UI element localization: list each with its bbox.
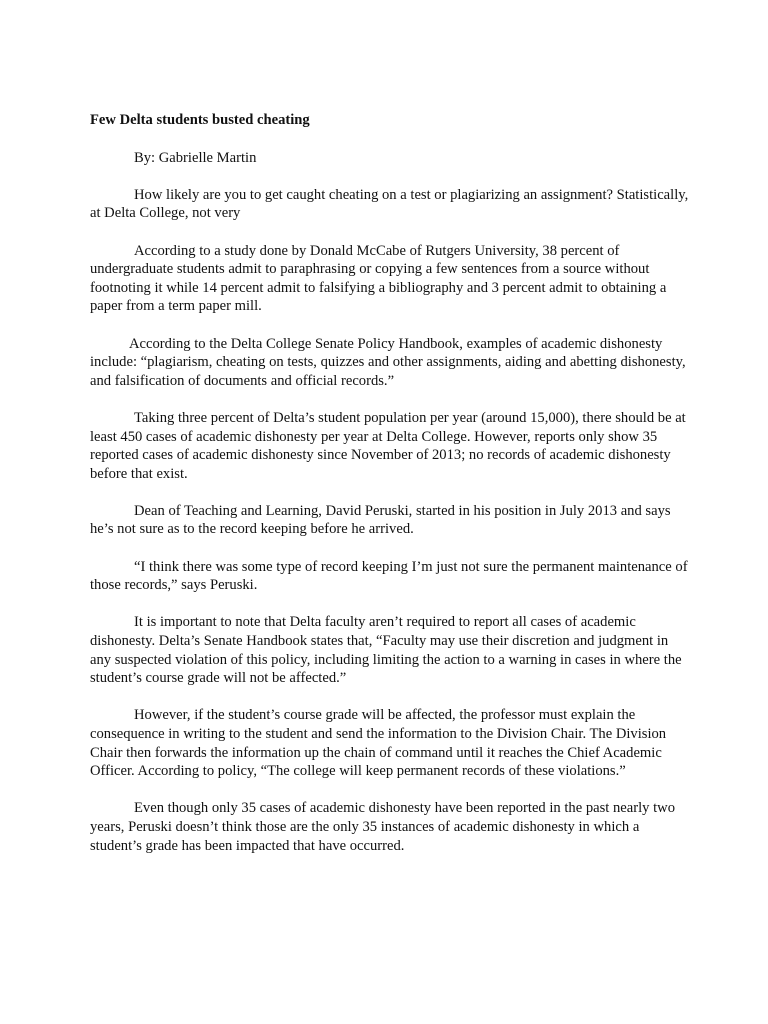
paragraph-1: How likely are you to get caught cheating on a test or plagiarizing an assignment? Statistically, at Delta College, not very [90,186,689,222]
paragraph-8: However, if the student’s course grade will be affected, the professor must explain the consequence in writing to the student and send the information to the Division Chair. The Division Chair then forwards the information up the chain of command until it reaches the Chief Academic Officer. According to policy, “The college will keep permanent records of these violations.” [90,707,667,780]
paragraph-7: It is important to note that Delta faculty aren’t required to report all cases of academic dishonesty. Delta’s Senate Handbook states that, “Faculty may use their discretion and judgment in any suspected violation of this policy, including limiting the action to a warning in cases in where the student’s course grade will not be affected.” [90,614,682,687]
paragraph-6: “I think there was some type of record keeping I’m just not sure the permanent maintenance of those records,” says Peruski. [90,558,688,594]
paragraph-5: Dean of Teaching and Learning, David Peruski, started in his position in July 2013 and says he’s not sure as to the record keeping before he arrived. [90,502,671,538]
paragraph-4: Taking three percent of Delta’s student population per year (around 15,000), there should be at least 450 cases of academic dishonesty per year at Delta College. However, reports only show 35 reported cases of academic dishonesty since November of 2013; no records of academic dishonesty before that exist. [90,409,686,482]
paragraph-2: According to a study done by Donald McCabe of Rutgers University, 38 percent of undergraduate students admit to paraphrasing or copying a few sentences from a source without footnoting it while 14 percent admit to falsifying a bibliography and 3 percent admit to obtaining a paper from a term paper mill. [90,242,667,315]
paragraph-9: Even though only 35 cases of academic dishonesty have been reported in the past nearly two years, Peruski doesn’t think those are the only 35 instances of academic dishonesty in which a student’s grade has been impacted that have occurred. [90,800,676,854]
article-title: Few Delta students busted cheating [90,112,310,128]
paragraph-3: According to the Delta College Senate Policy Handbook, examples of academic dishonesty include: “plagiarism, cheating on tests, quizzes and other assignments, aiding and abetting dishonesty, and falsification of documents and official records.” [90,335,686,389]
article-byline: By: Gabrielle Martin [134,149,257,166]
article-body [90,111,690,874]
